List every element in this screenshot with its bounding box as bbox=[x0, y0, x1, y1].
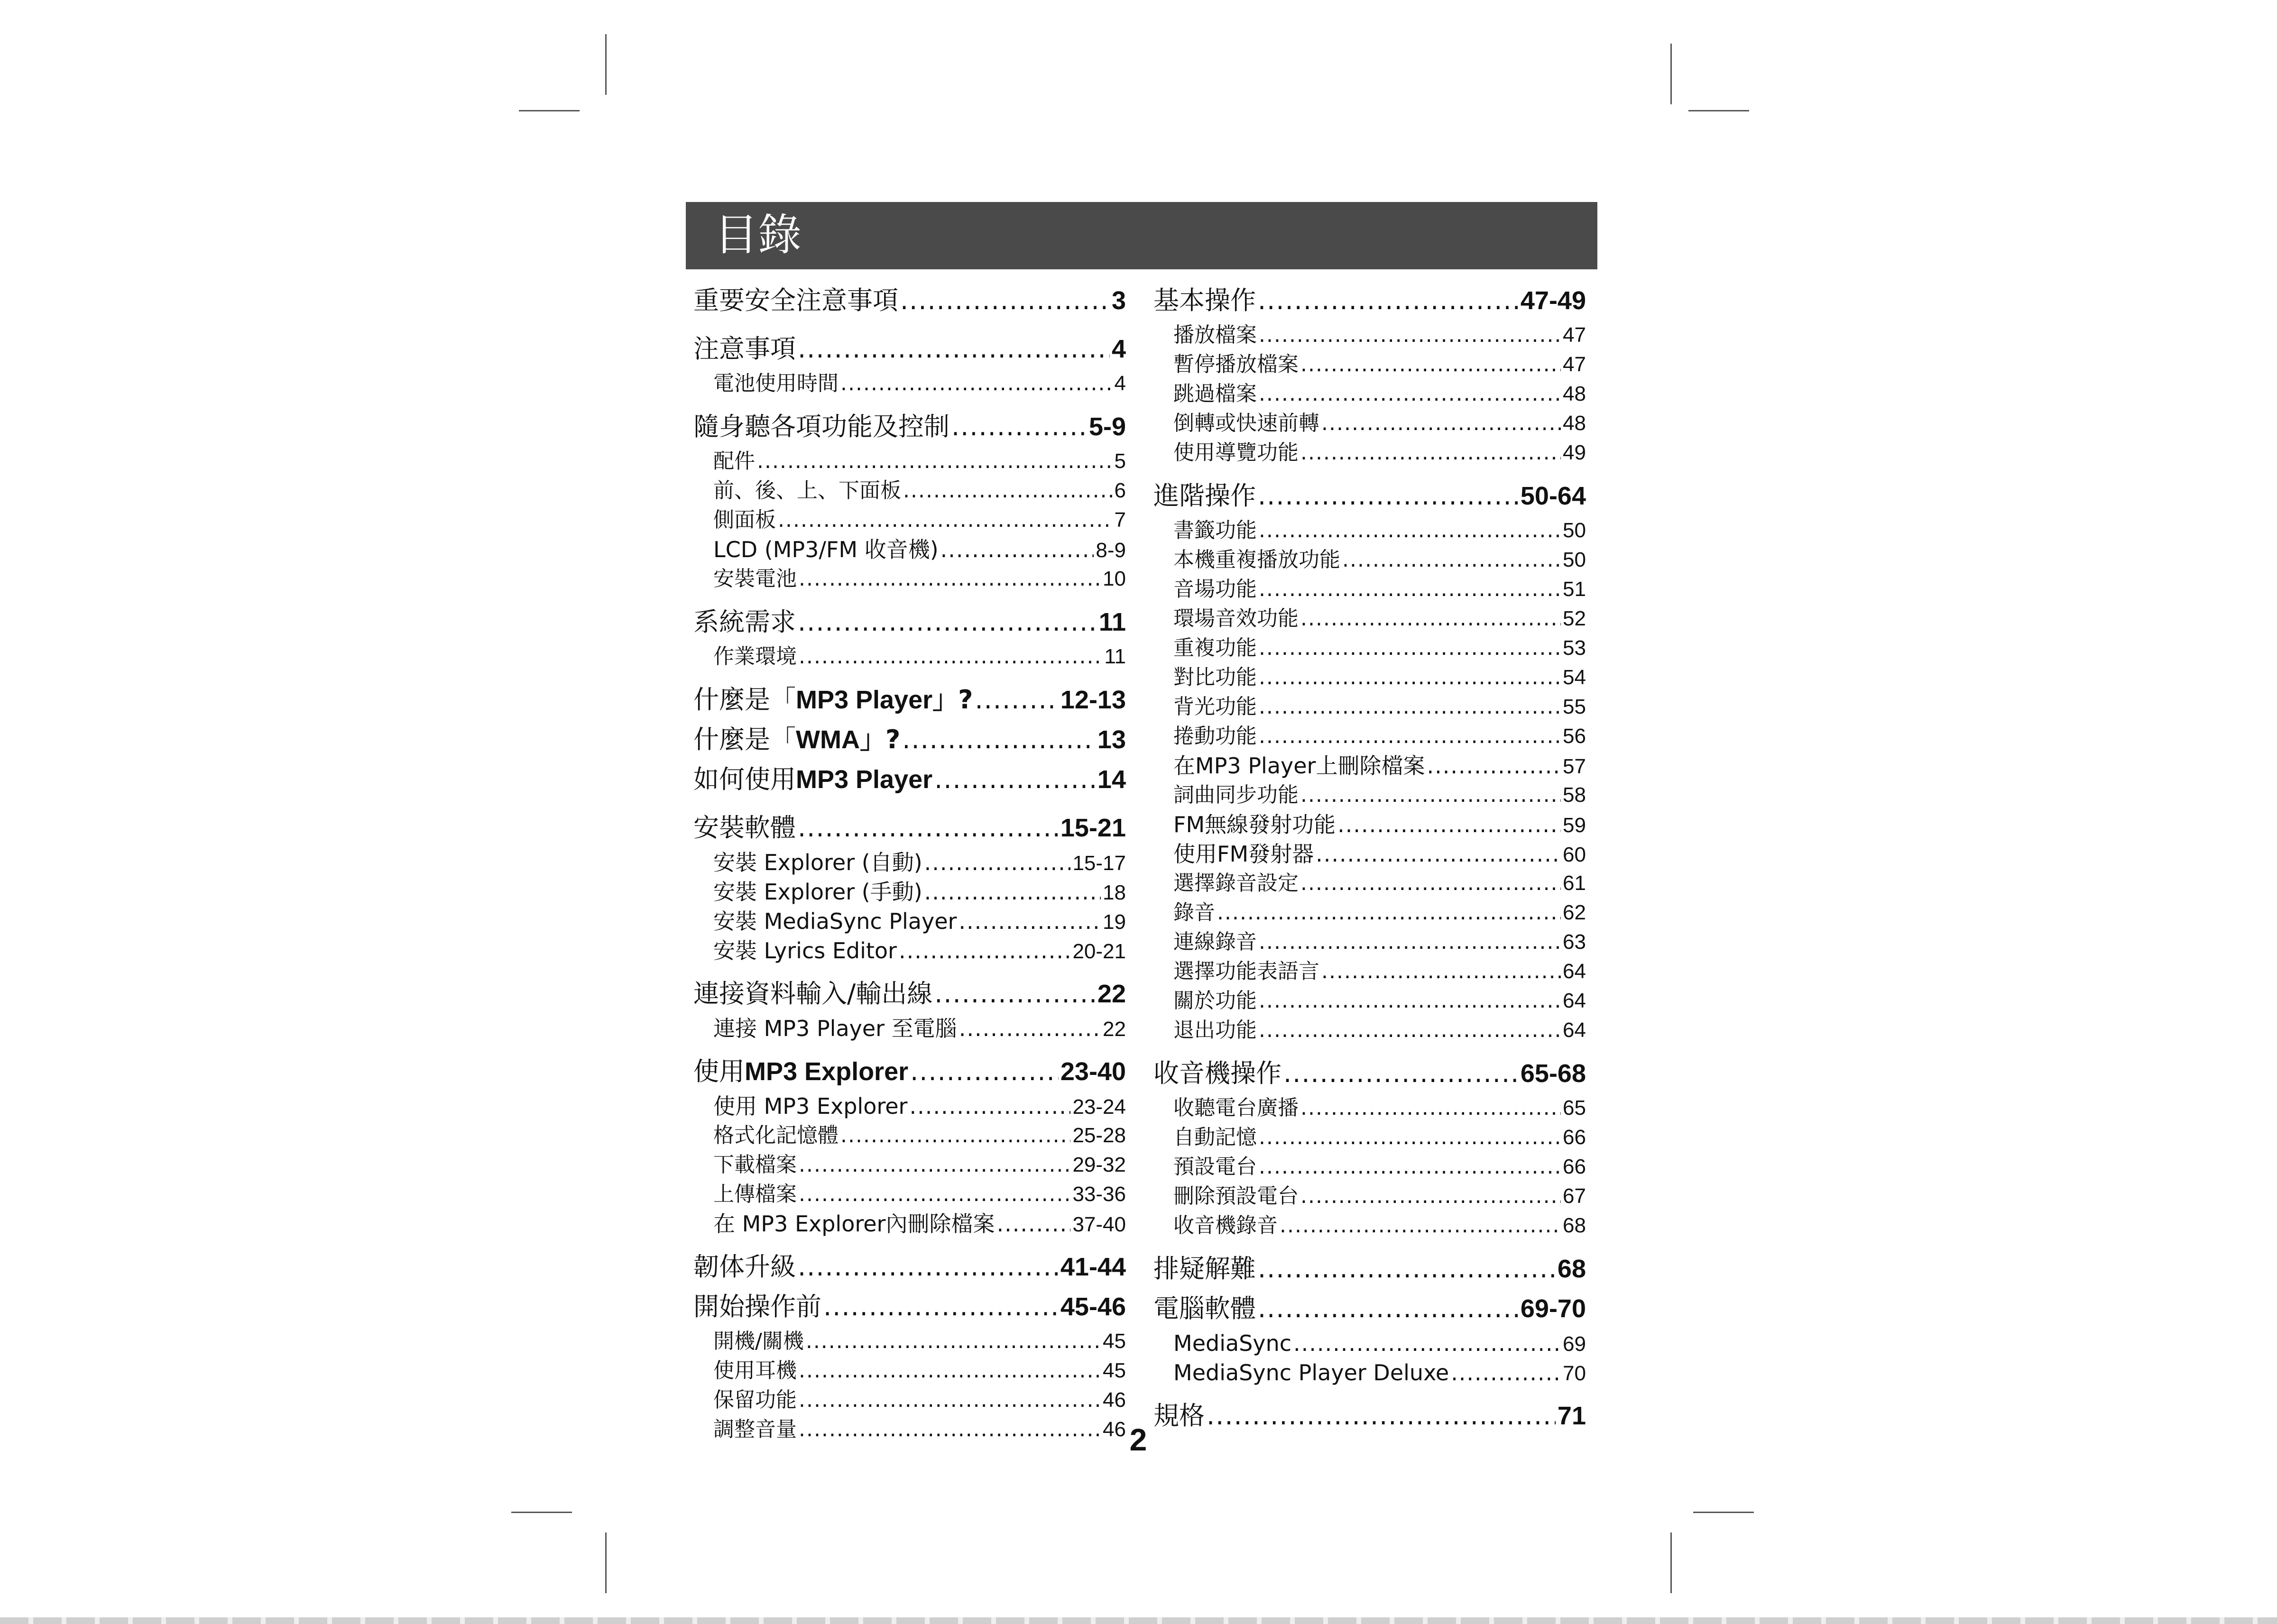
leader-dots bbox=[806, 1327, 1101, 1356]
page-title: 目錄 bbox=[714, 210, 802, 260]
toc-page: 22 bbox=[1097, 980, 1126, 1008]
leader-dots bbox=[1300, 1093, 1561, 1123]
toc-label: 收聽電台廣播 bbox=[1173, 1096, 1299, 1120]
toc-page: 57 bbox=[1563, 755, 1586, 778]
toc-page: 33-36 bbox=[1072, 1183, 1126, 1206]
toc-label: MediaSync Player Deluxe bbox=[1173, 1360, 1449, 1385]
toc-page: 71 bbox=[1557, 1402, 1586, 1430]
toc-page: 7 bbox=[1114, 508, 1126, 532]
crop-mark bbox=[511, 1512, 572, 1513]
toc-subentry[interactable] bbox=[693, 1356, 1126, 1385]
leader-dots bbox=[1259, 1016, 1561, 1045]
toc-label: 什麼是「WMA」? bbox=[693, 725, 901, 754]
toc-label: 如何使用MP3 Player bbox=[693, 764, 933, 794]
toc-subentry[interactable] bbox=[1153, 575, 1586, 604]
toc-subentry[interactable] bbox=[1153, 986, 1586, 1016]
toc-page: 62 bbox=[1563, 901, 1586, 924]
leader-dots bbox=[799, 642, 1102, 671]
leader-dots bbox=[1300, 869, 1561, 898]
toc-label: 自動記憶 bbox=[1173, 1125, 1257, 1149]
leader-dots bbox=[757, 447, 1113, 476]
toc-subentry[interactable] bbox=[693, 1121, 1126, 1150]
toc-page: 3 bbox=[1111, 286, 1126, 315]
leader-dots bbox=[959, 1014, 1101, 1043]
leader-dots bbox=[1259, 1152, 1561, 1182]
toc-subentry[interactable] bbox=[1153, 898, 1586, 927]
leader-dots bbox=[799, 564, 1101, 594]
toc-page: 14 bbox=[1097, 765, 1126, 794]
leader-dots bbox=[799, 1415, 1101, 1444]
toc-subentry[interactable] bbox=[1153, 869, 1586, 898]
leader-dots bbox=[902, 720, 1096, 760]
toc-page: 49 bbox=[1563, 441, 1586, 464]
toc-page: 4 bbox=[1114, 372, 1126, 395]
leader-dots bbox=[1259, 321, 1561, 350]
toc-subentry[interactable] bbox=[693, 1327, 1126, 1356]
toc-label: 重複功能 bbox=[1173, 636, 1257, 660]
toc-subentry[interactable] bbox=[693, 369, 1126, 398]
toc-page: 67 bbox=[1563, 1184, 1586, 1208]
leader-dots bbox=[909, 1092, 1070, 1121]
leader-dots bbox=[1259, 692, 1561, 722]
toc-label: 在 MP3 Explorer內刪除檔案 bbox=[713, 1211, 995, 1237]
toc-subentry[interactable] bbox=[1153, 438, 1586, 468]
toc-page: 22 bbox=[1103, 1018, 1126, 1041]
toc-subentry[interactable] bbox=[1153, 780, 1586, 810]
toc-page: 10 bbox=[1103, 567, 1126, 590]
toc-label: 開始操作前 bbox=[693, 1292, 821, 1321]
toc-label: 本機重複播放功能 bbox=[1173, 548, 1340, 572]
toc-entry[interactable] bbox=[693, 720, 1126, 760]
crop-mark bbox=[1670, 1532, 1672, 1593]
toc-label: 關於功能 bbox=[1173, 989, 1257, 1013]
leader-dots bbox=[1337, 810, 1561, 839]
toc-label: 音場功能 bbox=[1173, 577, 1257, 601]
leader-dots bbox=[924, 877, 1101, 907]
leader-dots bbox=[1427, 751, 1561, 780]
toc-subentry[interactable] bbox=[693, 936, 1126, 965]
toc-label: 上傳檔案 bbox=[713, 1182, 797, 1206]
toc-label: 退出功能 bbox=[1173, 1018, 1257, 1042]
toc-label: 注意事項 bbox=[693, 334, 796, 364]
leader-dots bbox=[1300, 604, 1561, 633]
toc-page: 45 bbox=[1103, 1359, 1126, 1382]
toc-label: 隨身聽各項功能及控制 bbox=[693, 412, 950, 441]
leader-dots bbox=[975, 680, 1059, 720]
leader-dots bbox=[798, 808, 1059, 848]
toc-label: 配件 bbox=[713, 449, 755, 473]
toc-subentry[interactable] bbox=[1153, 1016, 1586, 1045]
toc-label: 排疑解難 bbox=[1153, 1254, 1256, 1284]
toc-page: 8-9 bbox=[1096, 539, 1126, 562]
leader-dots bbox=[1258, 1249, 1556, 1289]
toc-left-column bbox=[693, 281, 1126, 1444]
toc-label: 背光功能 bbox=[1173, 695, 1257, 719]
toc-label: 環場音效功能 bbox=[1173, 606, 1299, 631]
toc-page: 50 bbox=[1563, 519, 1586, 542]
toc-subentry[interactable] bbox=[1153, 350, 1586, 379]
toc-label: 在MP3 Player上刪除檔案 bbox=[1173, 753, 1425, 779]
toc-subentry[interactable] bbox=[693, 447, 1126, 476]
toc-label: 選擇錄音設定 bbox=[1173, 871, 1299, 895]
toc-label: 進階操作 bbox=[1153, 481, 1256, 511]
toc-label: LCD (MP3/FM 收音機) bbox=[713, 537, 939, 562]
toc-subentry[interactable] bbox=[1153, 957, 1586, 986]
toc-page: 59 bbox=[1563, 814, 1586, 837]
toc-subentry[interactable] bbox=[1153, 663, 1586, 692]
toc-subentry[interactable] bbox=[693, 505, 1126, 535]
toc-page: 58 bbox=[1563, 783, 1586, 807]
toc-label: 系統需求 bbox=[693, 607, 796, 637]
toc-subentry[interactable] bbox=[693, 1092, 1126, 1121]
toc-entry[interactable] bbox=[693, 974, 1126, 1014]
leader-dots bbox=[1259, 722, 1561, 751]
leader-dots bbox=[924, 848, 1071, 877]
toc-page: 61 bbox=[1563, 872, 1586, 895]
toc-page: 23-24 bbox=[1072, 1095, 1126, 1119]
leader-dots bbox=[1259, 927, 1561, 957]
leader-dots bbox=[1258, 1289, 1519, 1329]
leader-dots bbox=[823, 1287, 1059, 1327]
toc-page: 5 bbox=[1114, 450, 1126, 473]
crop-mark bbox=[605, 34, 607, 95]
leader-dots bbox=[798, 329, 1110, 369]
toc-page: 55 bbox=[1563, 695, 1586, 718]
toc-label: FM無線發射功能 bbox=[1173, 812, 1336, 837]
toc-subentry[interactable] bbox=[693, 535, 1126, 564]
leader-dots bbox=[1300, 780, 1561, 810]
toc-label: 倒轉或快速前轉 bbox=[1173, 411, 1319, 435]
leader-dots bbox=[1259, 516, 1561, 545]
toc-page: 48 bbox=[1563, 382, 1586, 405]
toc-label: 使用導覽功能 bbox=[1173, 440, 1299, 465]
toc-subentry[interactable] bbox=[1153, 722, 1586, 751]
toc-page: 45 bbox=[1103, 1330, 1126, 1353]
toc-label: 跳過檔案 bbox=[1173, 382, 1257, 406]
toc-label: 規格 bbox=[1153, 1401, 1205, 1431]
toc-label: 保留功能 bbox=[713, 1388, 797, 1412]
leader-dots bbox=[1259, 575, 1561, 604]
toc-subentry[interactable] bbox=[1153, 409, 1586, 438]
leader-dots bbox=[1283, 1054, 1519, 1093]
leader-dots bbox=[1207, 1396, 1556, 1436]
toc-page: 15-17 bbox=[1072, 852, 1126, 875]
toc-subentry[interactable] bbox=[1153, 633, 1586, 663]
leader-dots bbox=[1280, 1211, 1561, 1240]
leader-dots bbox=[1259, 986, 1561, 1016]
toc-label: 書籤功能 bbox=[1173, 518, 1257, 542]
toc-label: 使用FM發射器 bbox=[1173, 841, 1314, 867]
leader-dots bbox=[798, 602, 1097, 642]
toc-label: 預設電台 bbox=[1173, 1155, 1257, 1179]
toc-page: 52 bbox=[1563, 607, 1586, 630]
toc-label: 前、後、上、下面板 bbox=[713, 478, 901, 503]
toc-page: 66 bbox=[1563, 1155, 1586, 1178]
toc-label: 調整音量 bbox=[713, 1417, 797, 1441]
toc-subentry[interactable] bbox=[693, 1014, 1126, 1043]
toc-subentry[interactable] bbox=[693, 1385, 1126, 1415]
leader-dots bbox=[910, 1052, 1059, 1092]
toc-page: 66 bbox=[1563, 1126, 1586, 1149]
toc-page: 29-32 bbox=[1072, 1153, 1126, 1176]
crop-mark bbox=[1688, 110, 1749, 111]
toc-page: 68 bbox=[1557, 1255, 1586, 1283]
leader-dots bbox=[1451, 1358, 1561, 1387]
page-number: 2 bbox=[1129, 1422, 1147, 1457]
toc-page: 69 bbox=[1563, 1332, 1586, 1356]
toc-label: 收音機錄音 bbox=[1173, 1213, 1278, 1238]
toc-entry[interactable] bbox=[1153, 1249, 1586, 1289]
leader-dots bbox=[1321, 957, 1561, 986]
toc-label: 韌体升級 bbox=[693, 1252, 796, 1282]
toc-subentry[interactable] bbox=[1153, 604, 1586, 633]
toc-page: 50 bbox=[1563, 548, 1586, 571]
leader-dots bbox=[899, 936, 1070, 965]
toc-page: 56 bbox=[1563, 725, 1586, 748]
toc-page: 46 bbox=[1103, 1418, 1126, 1441]
toc-subentry[interactable] bbox=[1153, 379, 1586, 409]
scan-edge-strip bbox=[0, 1617, 2277, 1624]
toc-page: 64 bbox=[1563, 960, 1586, 983]
toc-label: 下載檔案 bbox=[713, 1153, 797, 1177]
toc-page: 13 bbox=[1097, 725, 1126, 754]
toc-label: 連接 MP3 Player 至電腦 bbox=[713, 1016, 957, 1041]
toc-right-column bbox=[1153, 281, 1586, 1436]
toc-subentry[interactable] bbox=[693, 1209, 1126, 1239]
toc-subentry[interactable] bbox=[1153, 751, 1586, 780]
leader-dots bbox=[951, 407, 1087, 447]
toc-label: 安裝 Explorer (手動) bbox=[713, 879, 922, 905]
toc-subentry[interactable] bbox=[1153, 545, 1586, 575]
toc-page: 4 bbox=[1111, 335, 1126, 363]
toc-entry[interactable] bbox=[693, 407, 1126, 447]
toc-entry[interactable] bbox=[693, 1247, 1126, 1287]
toc-page: 6 bbox=[1114, 479, 1126, 502]
leader-dots bbox=[799, 1356, 1101, 1385]
toc-page: 20-21 bbox=[1072, 940, 1126, 963]
leader-dots bbox=[1259, 663, 1561, 692]
toc-label: 格式化記憶體 bbox=[713, 1123, 839, 1147]
toc-subentry[interactable] bbox=[693, 1415, 1126, 1444]
toc-label: 連接資料輸入/輸出線 bbox=[693, 979, 933, 1009]
title-bar bbox=[686, 202, 1597, 269]
toc-label: 連線錄音 bbox=[1173, 930, 1257, 954]
toc-subentry[interactable] bbox=[693, 476, 1126, 505]
leader-dots bbox=[900, 281, 1110, 321]
toc-label: 重要安全注意事項 bbox=[693, 285, 898, 315]
toc-page: 37-40 bbox=[1072, 1213, 1126, 1236]
leader-dots bbox=[1293, 1329, 1561, 1358]
leader-dots bbox=[1259, 633, 1561, 663]
leader-dots bbox=[1316, 839, 1561, 869]
leader-dots bbox=[903, 476, 1113, 505]
toc-label: 收音機操作 bbox=[1153, 1058, 1281, 1088]
leader-dots bbox=[1300, 1182, 1561, 1211]
toc-label: 使用耳機 bbox=[713, 1358, 797, 1383]
toc-subentry[interactable] bbox=[1153, 1152, 1586, 1182]
toc-page: 15-21 bbox=[1060, 814, 1126, 842]
toc-entry[interactable] bbox=[1153, 281, 1586, 321]
leader-dots bbox=[1300, 350, 1561, 379]
leader-dots bbox=[940, 535, 1094, 564]
toc-subentry[interactable] bbox=[693, 848, 1126, 877]
toc-page: 50-64 bbox=[1520, 482, 1586, 510]
crop-mark bbox=[519, 110, 580, 111]
toc-page: 68 bbox=[1563, 1214, 1586, 1237]
toc-subentry[interactable] bbox=[1153, 1358, 1586, 1387]
toc-page: 64 bbox=[1563, 989, 1586, 1012]
leader-dots bbox=[840, 1121, 1070, 1150]
toc-subentry[interactable] bbox=[693, 564, 1126, 594]
toc-page: 12-13 bbox=[1060, 686, 1126, 714]
toc-entry[interactable] bbox=[693, 760, 1126, 799]
toc-label: 使用 MP3 Explorer bbox=[713, 1093, 908, 1119]
toc-label: 作業環境 bbox=[713, 644, 797, 669]
toc-entry[interactable] bbox=[693, 602, 1126, 642]
crop-mark bbox=[1693, 1512, 1754, 1513]
toc-entry[interactable] bbox=[1153, 1289, 1586, 1329]
toc-page: 46 bbox=[1103, 1388, 1126, 1412]
toc-subentry[interactable] bbox=[693, 907, 1126, 936]
toc-entry[interactable] bbox=[1153, 1054, 1586, 1093]
toc-page: 23-40 bbox=[1060, 1057, 1126, 1086]
leader-dots bbox=[934, 760, 1096, 799]
toc-subentry[interactable] bbox=[1153, 692, 1586, 722]
toc-subentry[interactable] bbox=[1153, 1123, 1586, 1152]
toc-subentry[interactable] bbox=[1153, 1182, 1586, 1211]
toc-label: 電腦軟體 bbox=[1153, 1294, 1256, 1323]
toc-page: 18 bbox=[1103, 881, 1126, 904]
toc-label: 安裝 Explorer (自動) bbox=[713, 850, 922, 875]
toc-subentry[interactable] bbox=[1153, 1211, 1586, 1240]
toc-label: 播放檔案 bbox=[1173, 323, 1257, 347]
toc-page: 41-44 bbox=[1060, 1253, 1126, 1281]
toc-page: 64 bbox=[1563, 1018, 1586, 1042]
leader-dots bbox=[996, 1209, 1070, 1239]
leader-dots bbox=[1258, 476, 1519, 516]
toc-page: 47 bbox=[1563, 353, 1586, 376]
toc-page: 45-46 bbox=[1060, 1293, 1126, 1321]
leader-dots bbox=[1300, 438, 1561, 468]
toc-label: 暫停播放檔案 bbox=[1173, 352, 1299, 376]
leader-dots bbox=[799, 1385, 1101, 1415]
toc-label: 基本操作 bbox=[1153, 285, 1256, 315]
leader-dots bbox=[1258, 281, 1519, 321]
leader-dots bbox=[1321, 409, 1561, 438]
toc-label: 錄音 bbox=[1173, 900, 1215, 925]
toc-page: 51 bbox=[1563, 578, 1586, 601]
toc-entry[interactable] bbox=[693, 808, 1126, 848]
toc-page: 63 bbox=[1563, 930, 1586, 954]
leader-dots bbox=[799, 1180, 1070, 1209]
toc-page: 54 bbox=[1563, 666, 1586, 689]
toc-subentry[interactable] bbox=[1153, 810, 1586, 839]
toc-label: 安裝電池 bbox=[713, 567, 797, 591]
toc-entry[interactable] bbox=[693, 329, 1126, 369]
leader-dots bbox=[798, 1247, 1059, 1287]
toc-subentry[interactable] bbox=[693, 1150, 1126, 1180]
toc-page: 47 bbox=[1563, 323, 1586, 347]
toc-label: 詞曲同步功能 bbox=[1173, 783, 1299, 807]
toc-entry[interactable] bbox=[693, 281, 1126, 321]
leader-dots bbox=[1217, 898, 1561, 927]
toc-subentry[interactable] bbox=[1153, 927, 1586, 957]
toc-subentry[interactable] bbox=[1153, 516, 1586, 545]
toc-page: 11 bbox=[1098, 608, 1126, 636]
toc-label: 使用MP3 Explorer bbox=[693, 1056, 909, 1086]
leader-dots bbox=[799, 1150, 1070, 1180]
toc-subentry[interactable] bbox=[693, 1180, 1126, 1209]
toc-entry[interactable] bbox=[1153, 1396, 1586, 1436]
toc-page: 47-49 bbox=[1520, 286, 1586, 315]
toc-subentry[interactable] bbox=[1153, 321, 1586, 350]
crop-mark bbox=[605, 1532, 607, 1593]
leader-dots bbox=[1259, 1123, 1561, 1152]
toc-page: 11 bbox=[1104, 645, 1126, 668]
toc-label: 什麼是「MP3 Player」? bbox=[693, 685, 973, 715]
toc-label: 開機/關機 bbox=[713, 1329, 804, 1353]
leader-dots bbox=[959, 907, 1101, 936]
toc-label: 刪除預設電台 bbox=[1173, 1184, 1299, 1208]
toc-page: 65 bbox=[1563, 1096, 1586, 1119]
crop-mark bbox=[1670, 44, 1672, 104]
toc-entry[interactable] bbox=[693, 680, 1126, 720]
toc-label: 電池使用時間 bbox=[713, 371, 839, 395]
leader-dots bbox=[1259, 379, 1561, 409]
toc-label: 安裝 MediaSync Player bbox=[713, 908, 957, 934]
toc-entry[interactable] bbox=[1153, 476, 1586, 516]
toc-label: 選擇功能表語言 bbox=[1173, 959, 1319, 983]
leader-dots bbox=[840, 369, 1113, 398]
toc-label: 安裝軟體 bbox=[693, 813, 796, 843]
toc-page: 65-68 bbox=[1520, 1059, 1586, 1088]
leader-dots bbox=[1342, 545, 1561, 575]
toc-subentry[interactable] bbox=[1153, 839, 1586, 869]
toc-subentry[interactable] bbox=[1153, 1329, 1586, 1358]
toc-label: 捲動功能 bbox=[1173, 724, 1257, 748]
toc-label: 對比功能 bbox=[1173, 665, 1257, 689]
toc-page: 69-70 bbox=[1520, 1294, 1586, 1323]
toc-page: 48 bbox=[1563, 412, 1586, 435]
toc-entry[interactable] bbox=[693, 1287, 1126, 1327]
toc-page: 25-28 bbox=[1072, 1124, 1126, 1147]
toc-page: 5-9 bbox=[1088, 413, 1126, 441]
toc-subentry[interactable] bbox=[1153, 1093, 1586, 1123]
toc-label: 安裝 Lyrics Editor bbox=[713, 938, 897, 963]
toc-page: 60 bbox=[1563, 843, 1586, 866]
toc-entry[interactable] bbox=[693, 1052, 1126, 1092]
leader-dots bbox=[934, 974, 1096, 1014]
toc-subentry[interactable] bbox=[693, 877, 1126, 907]
leader-dots bbox=[778, 505, 1113, 535]
toc-page: 53 bbox=[1563, 636, 1586, 660]
toc-subentry[interactable] bbox=[693, 642, 1126, 671]
toc-label: 側面板 bbox=[713, 508, 776, 532]
toc-label: MediaSync bbox=[1173, 1330, 1292, 1356]
toc-page: 70 bbox=[1563, 1362, 1586, 1385]
toc-page: 19 bbox=[1103, 910, 1126, 934]
